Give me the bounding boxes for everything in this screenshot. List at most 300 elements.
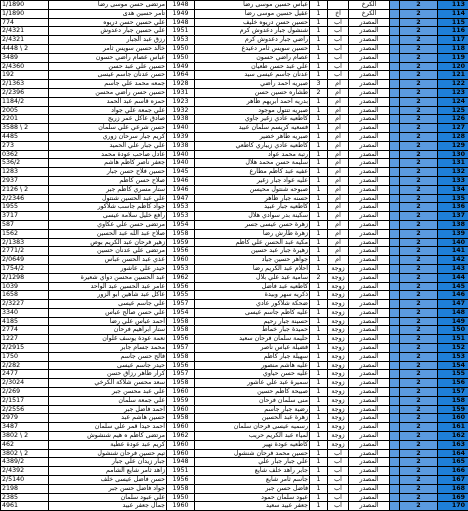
spacer-cell <box>390 432 400 441</box>
related-name-cell: كرار ظاهر رزاق حسن <box>49 370 167 379</box>
sequence-cell: 113 <box>438 1 468 10</box>
sequence-cell: 117 <box>438 36 468 45</box>
table-row <box>1 423 468 432</box>
person-name-cell: زهيرة جبار عبد حسين <box>195 247 310 256</box>
related-name-cell: نعمة عودة يوسف غلوان <box>49 335 167 344</box>
birth-year-cell: 1947 <box>167 194 195 203</box>
group-cell: 1 <box>310 27 328 36</box>
birth-year-cell: 1940 <box>167 150 195 159</box>
sequence-cell: 156 <box>438 379 468 388</box>
doc-number-cell: 4448 \ 2 <box>1 44 49 53</box>
doc-number-cell: 1658 <box>1 291 49 300</box>
section-cell: 2 <box>400 27 438 36</box>
section-cell: 2 <box>400 220 438 229</box>
sequence-cell: 122 <box>438 80 468 89</box>
doc-number-cell: 4185 <box>1 317 49 326</box>
place-cell: المصدر <box>349 344 390 353</box>
sequence-cell: 154 <box>438 361 468 370</box>
spacer-cell <box>390 88 400 97</box>
person-name-cell: حسين حسن دريوه خليف <box>195 18 310 27</box>
spacer-cell <box>390 273 400 282</box>
group-cell: 1 <box>310 150 328 159</box>
related-name-cell: خالد حسين سويس ثامر <box>49 44 167 53</box>
related-name-cell: علي عبد محسن جبر <box>49 388 167 397</box>
section-cell: 2 <box>400 476 438 485</box>
table-row <box>1 44 468 53</box>
relation-cell: ام <box>328 229 349 238</box>
table-row <box>1 370 468 379</box>
related-name-cell: علي جمعة سلمان <box>49 396 167 405</box>
birth-year-cell: 1956 <box>167 476 195 485</box>
table-row <box>1 36 468 45</box>
relation-cell: زوجة <box>328 300 349 309</box>
sequence-cell: 127 <box>438 124 468 133</box>
sequence-cell: 160 <box>438 414 468 423</box>
doc-number-cell: 2937 <box>1 176 49 185</box>
section-cell: 2 <box>400 106 438 115</box>
relation-cell: زوجة <box>328 405 349 414</box>
table-body <box>1 1 468 511</box>
section-cell: 2 <box>400 71 438 80</box>
doc-number-cell: 3487 <box>1 423 49 432</box>
place-cell: المصدر <box>349 62 390 71</box>
section-cell: 2 <box>400 388 438 397</box>
doc-number-cell: 2477 <box>1 370 49 379</box>
sequence-cell: 159 <box>438 405 468 414</box>
birth-year-cell: 1951 <box>167 467 195 476</box>
relation-cell: ام <box>328 115 349 124</box>
person-name-cell: زهرة حسن عيسى جسر <box>195 220 310 229</box>
birth-year-cell: 1938 <box>167 115 195 124</box>
place-cell: المصدر <box>349 203 390 212</box>
group-cell: 1 <box>310 36 328 45</box>
birth-year-cell: 1951 <box>167 27 195 36</box>
relation-cell: ام <box>328 220 349 229</box>
related-name-cell: جمعه محمد علي جاسم <box>49 80 167 89</box>
person-name-cell: صبريه طاهر خضير <box>195 132 310 141</box>
doc-number-cell: 4485 <box>1 132 49 141</box>
section-cell: 2 <box>400 432 438 441</box>
person-name-cell: عليه عواد جبار زغير <box>195 176 310 185</box>
table-row <box>1 203 468 212</box>
group-cell: 1 <box>310 247 328 256</box>
doc-number-cell: 2979 <box>1 414 49 423</box>
related-name-cell: جواد كاظم جاسب شلاكور <box>49 203 167 212</box>
spacer-cell <box>390 36 400 45</box>
relation-cell: اب <box>328 458 349 467</box>
person-name-cell: عفيه عبد كاظم مطارع <box>195 168 310 177</box>
sequence-cell: 133 <box>438 176 468 185</box>
birth-year-cell: 1957 <box>167 344 195 353</box>
sequence-cell: 129 <box>438 141 468 150</box>
spacer-cell <box>390 80 400 89</box>
section-cell: 2 <box>400 44 438 53</box>
table-row <box>1 449 468 458</box>
spacer-cell <box>390 264 400 273</box>
section-cell: 2 <box>400 256 438 265</box>
place-cell: المصدر <box>349 414 390 423</box>
section-cell: 2 <box>400 141 438 150</box>
group-cell: 1 <box>310 97 328 106</box>
group-cell: 1 <box>310 229 328 238</box>
related-name-cell: فالح حسن جاسم <box>49 352 167 361</box>
group-cell: 2 <box>310 273 328 282</box>
doc-number-cell: 3489 <box>1 53 49 62</box>
person-name-cell: عبود سلمان حمود <box>195 493 310 502</box>
group-cell: 1 <box>310 62 328 71</box>
doc-number-cell: 0362 <box>1 150 49 159</box>
sequence-cell: 118 <box>438 44 468 53</box>
table-row <box>1 141 468 150</box>
table-row <box>1 71 468 80</box>
spacer-cell <box>390 370 400 379</box>
doc-number-cell: 2005 <box>1 106 49 115</box>
birth-year-cell: 1959 <box>167 238 195 247</box>
related-name-cell: علي حسين حسن دريوه <box>49 18 167 27</box>
spacer-cell <box>390 9 400 18</box>
section-cell: 2 <box>400 53 438 62</box>
sequence-cell: 170 <box>438 502 468 511</box>
doc-number-cell: 774 <box>1 18 49 27</box>
section-cell: 2 <box>400 361 438 370</box>
spacer-cell <box>390 27 400 36</box>
doc-number-cell: 1283 <box>1 168 49 177</box>
place-cell: المصدر <box>349 220 390 229</box>
table-row <box>1 264 468 273</box>
section-cell: 2 <box>400 212 438 221</box>
group-cell: 1 <box>310 476 328 485</box>
section-cell: 2 <box>400 185 438 194</box>
relation-cell: ام <box>328 88 349 97</box>
spacer-cell <box>390 467 400 476</box>
doc-number-cell: 536/2 <box>1 159 49 168</box>
birth-year-cell: 1958 <box>167 352 195 361</box>
relation-cell: زوجة <box>328 414 349 423</box>
place-cell: الكرخ <box>349 9 390 18</box>
group-cell: 1 <box>310 9 328 18</box>
place-cell: المصدر <box>349 264 390 273</box>
group-cell: 1 <box>310 256 328 265</box>
sequence-cell: 169 <box>438 493 468 502</box>
birth-year-cell: 1964 <box>167 71 195 80</box>
sequence-cell: 146 <box>438 291 468 300</box>
group-cell: 1 <box>310 176 328 185</box>
relation-cell: زوجة <box>328 344 349 353</box>
birth-year-cell: 1959 <box>167 396 195 405</box>
person-name-cell: صبريه تنتول موجود <box>195 106 310 115</box>
table-row <box>1 300 468 309</box>
section-cell: 2 <box>400 484 438 493</box>
table-row <box>1 256 468 265</box>
birth-year-cell: 1945 <box>167 168 195 177</box>
doc-number-cell: 2/1363 <box>1 80 49 89</box>
person-name-cell: بدريه احمد ابريهم ظاهر <box>195 97 310 106</box>
person-name-cell: زهرة طارش رضا <box>195 229 310 238</box>
group-cell: 1 <box>310 423 328 432</box>
section-cell: 2 <box>400 176 438 185</box>
table-row <box>1 27 468 36</box>
group-cell: 1 <box>310 352 328 361</box>
birth-year-cell: 1956 <box>167 282 195 291</box>
group-cell: 1 <box>310 467 328 476</box>
section-cell: 2 <box>400 370 438 379</box>
birth-year-cell: 1953 <box>167 36 195 45</box>
relation-cell: ام <box>328 238 349 247</box>
spacer-cell <box>390 176 400 185</box>
group-cell: 1 <box>310 502 328 511</box>
related-name-cell: عادل صاحب عودة محمد <box>49 150 167 159</box>
sequence-cell: 132 <box>438 168 468 177</box>
related-name-cell: علي عبود سلمان <box>49 493 167 502</box>
table-row <box>1 273 468 282</box>
section-cell: 2 <box>400 150 438 159</box>
doc-number-cell: 462 <box>1 440 49 449</box>
sequence-cell: 151 <box>438 335 468 344</box>
place-cell: المصدر <box>349 185 390 194</box>
group-cell: 1 <box>310 132 328 141</box>
table-row <box>1 344 468 353</box>
group-cell: 1 <box>310 370 328 379</box>
sequence-cell: 130 <box>438 150 468 159</box>
spacer-cell <box>390 150 400 159</box>
sequence-cell: 136 <box>438 203 468 212</box>
section-cell: 2 <box>400 467 438 476</box>
table-row <box>1 80 468 89</box>
spacer-cell <box>390 361 400 370</box>
section-cell: 2 <box>400 423 438 432</box>
relation-cell: زوجة <box>328 273 349 282</box>
related-name-cell: عذي عبد الحسن عباس <box>49 256 167 265</box>
spacer-cell <box>390 132 400 141</box>
doc-number-cell: 2771/2 <box>1 247 49 256</box>
doc-number-cell: 3802 \ 2 <box>1 432 49 441</box>
relation-cell: اب <box>328 493 349 502</box>
person-name-cell: حسينة جبار رحيم <box>195 317 310 326</box>
relation-cell: ام <box>328 97 349 106</box>
person-name-cell: كاطعيه عبد فاضل <box>195 282 310 291</box>
birth-year-cell: 1956 <box>167 247 195 256</box>
sequence-cell: 125 <box>438 106 468 115</box>
person-name-cell: لمياء عبد الكريم حريب <box>195 432 310 441</box>
group-cell: 1 <box>310 194 328 203</box>
related-name-cell: حسين حسن راضي محسن <box>49 88 167 97</box>
place-cell: المصدر <box>349 176 390 185</box>
person-name-cell: فاضل حسن جبر <box>195 484 310 493</box>
sequence-cell: 144 <box>438 273 468 282</box>
doc-number-cell: 2126 \ 2 <box>1 185 49 194</box>
sequence-cell: 166 <box>438 467 468 476</box>
spacer-cell <box>390 194 400 203</box>
relation-cell: ام <box>328 176 349 185</box>
section-cell: 2 <box>400 326 438 335</box>
relation-cell: اب <box>328 53 349 62</box>
related-name-cell: حيدر جاسم عيسى <box>49 361 167 370</box>
related-name-cell: علي حسين جبار دعدوش <box>49 27 167 36</box>
section-cell: 2 <box>400 36 438 45</box>
sequence-cell: 149 <box>438 317 468 326</box>
section-cell: 2 <box>400 194 438 203</box>
place-cell: الكرخ <box>349 1 390 10</box>
related-name-cell: مرتضى حسن موسى رضا <box>49 1 167 10</box>
place-cell: المصدر <box>349 141 390 150</box>
sequence-cell: 147 <box>438 300 468 309</box>
related-name-cell: حسن شرعي علي سلمان <box>49 124 167 133</box>
sequence-cell: 157 <box>438 388 468 397</box>
spacer-cell <box>390 379 400 388</box>
table-row <box>1 229 468 238</box>
group-cell: 1 <box>310 405 328 414</box>
spacer-cell <box>390 141 400 150</box>
spacer-cell <box>390 159 400 168</box>
birth-year-cell: 1939 <box>167 132 195 141</box>
place-cell: المصدر <box>349 80 390 89</box>
relation-cell: زوجة <box>328 361 349 370</box>
doc-number-cell: 4389/2 <box>1 458 49 467</box>
place-cell: المصدر <box>349 159 390 168</box>
doc-number-cell: 2/2396 <box>1 88 49 97</box>
relation-cell: زوجة <box>328 370 349 379</box>
table-row <box>1 18 468 27</box>
birth-year-cell: 1946 <box>167 185 195 194</box>
doc-number-cell: 3717 <box>1 212 49 221</box>
person-name-cell: عليه حسن حياوي <box>195 370 310 379</box>
person-name-cell: كاطعيه جبار عبيد <box>195 203 310 212</box>
section-cell: 2 <box>400 291 438 300</box>
doc-number-cell: 2198 <box>1 484 49 493</box>
spacer-cell <box>390 423 400 432</box>
birth-year-cell: 1949 <box>167 9 195 18</box>
doc-number-cell: 2201 <box>1 115 49 124</box>
related-name-cell: حسين علي عبد حسن <box>49 62 167 71</box>
birth-year-cell: 1946 <box>167 176 195 185</box>
table-row <box>1 159 468 168</box>
spacer-cell <box>390 440 400 449</box>
place-cell: المصدر <box>349 291 390 300</box>
group-cell: 1 <box>310 396 328 405</box>
relation-cell: اب <box>328 484 349 493</box>
birth-year-cell: 1938 <box>167 141 195 150</box>
related-name-cell: تامر حسين هدى <box>49 9 167 18</box>
birth-year-cell: 1960 <box>167 256 195 265</box>
doc-number-cell: 1955 <box>1 203 49 212</box>
relation-cell: ام <box>328 194 349 203</box>
spacer-cell <box>390 168 400 177</box>
doc-number-cell: 2/4321 <box>1 27 49 36</box>
relation-cell <box>328 1 349 10</box>
related-name-cell: جبار زيدان علي جبار <box>49 458 167 467</box>
related-name-cell: علي عبد الحسين شنتول <box>49 194 167 203</box>
group-cell: 1 <box>310 44 328 53</box>
place-cell: المصدر <box>349 229 390 238</box>
person-name-cell: جابر راهد خلف شايع <box>195 467 310 476</box>
section-cell: 2 <box>400 159 438 168</box>
section-cell: 2 <box>400 502 438 511</box>
group-cell: 1 <box>310 440 328 449</box>
doc-number-cell: 2/4321 <box>1 36 49 45</box>
person-name-cell: زهرة عبد الحسين <box>195 414 310 423</box>
section-cell: 2 <box>400 273 438 282</box>
birth-year-cell: 1960 <box>167 449 195 458</box>
table-row <box>1 458 468 467</box>
spacer-cell <box>390 238 400 247</box>
place-cell: المصدر <box>349 361 390 370</box>
related-name-cell: جمال جعفر عبيد <box>49 502 167 511</box>
section-cell: 2 <box>400 335 438 344</box>
related-name-cell: حسين فلاح حسن جبار <box>49 168 167 177</box>
doc-number-cell: 1754/2 <box>1 264 49 273</box>
section-cell: 2 <box>400 396 438 405</box>
group-cell: 1 <box>310 53 328 62</box>
doc-number-cell: 3802 \ 2 <box>1 449 49 458</box>
group-cell: 1 <box>310 493 328 502</box>
birth-year-cell: 1932 <box>167 106 195 115</box>
table-row <box>1 440 468 449</box>
doc-number-cell: 587 <box>1 220 49 229</box>
person-name-cell: كاطعيه عادي زغير جاوي <box>195 115 310 124</box>
section-cell: 2 <box>400 344 438 353</box>
spacer-cell <box>390 18 400 27</box>
place-cell: المصدر <box>349 247 390 256</box>
place-cell: المصدر <box>349 168 390 177</box>
section-cell: 2 <box>400 300 438 309</box>
person-name-cell: رسميه عيسى فرحان سلمان <box>195 423 310 432</box>
table-row <box>1 291 468 300</box>
relation-cell: ام <box>328 203 349 212</box>
sequence-cell: 137 <box>438 212 468 221</box>
birth-year-cell: 1950 <box>167 53 195 62</box>
person-name-cell: حميدة جبار خماط <box>195 326 310 335</box>
place-cell: المصدر <box>349 36 390 45</box>
sequence-cell: 131 <box>438 159 468 168</box>
table-row <box>1 361 468 370</box>
spacer-cell <box>390 449 400 458</box>
birth-year-cell: 1953 <box>167 212 195 221</box>
table-row <box>1 379 468 388</box>
related-name-cell: حيدر علي عاشور <box>49 264 167 273</box>
relation-cell: ام <box>328 168 349 177</box>
group-cell: 1 <box>310 159 328 168</box>
related-name-cell: جعفر ناصر كاظم هاشم <box>49 159 167 168</box>
group-cell: 1 <box>310 185 328 194</box>
section-cell: 2 <box>400 97 438 106</box>
sequence-cell: 115 <box>438 18 468 27</box>
relation-cell: زوجة <box>328 308 349 317</box>
spacer-cell <box>390 326 400 335</box>
place-cell: المصدر <box>349 27 390 36</box>
sequence-cell: 145 <box>438 282 468 291</box>
relation-cell: زوجة <box>328 388 349 397</box>
birth-year-cell: 1957 <box>167 370 195 379</box>
place-cell: المصدر <box>349 467 390 476</box>
relation-cell: زوجة <box>328 396 349 405</box>
related-name-cell: مرتضى حسن علي عكاوي <box>49 220 167 229</box>
spacer-cell <box>390 115 400 124</box>
doc-number-cell: 2/2346 <box>1 194 49 203</box>
spacer-cell <box>390 502 400 511</box>
relation-cell: ام <box>328 256 349 265</box>
person-name-cell: سميرة عبد علي عاشور <box>195 379 310 388</box>
table-row <box>1 502 468 511</box>
relation-cell: اب <box>328 71 349 80</box>
doc-number-cell: 2/5140 <box>1 476 49 485</box>
birth-year-cell: 1962 <box>167 273 195 282</box>
place-cell: المصدر <box>349 388 390 397</box>
group-cell: 1 <box>310 308 328 317</box>
related-name-cell: احمد حيدا قمر علي سلمان <box>49 423 167 432</box>
sequence-cell: 135 <box>438 194 468 203</box>
sequence-cell: 124 <box>438 97 468 106</box>
related-name-cell: رافع خليل سلامة عيسى <box>49 212 167 221</box>
